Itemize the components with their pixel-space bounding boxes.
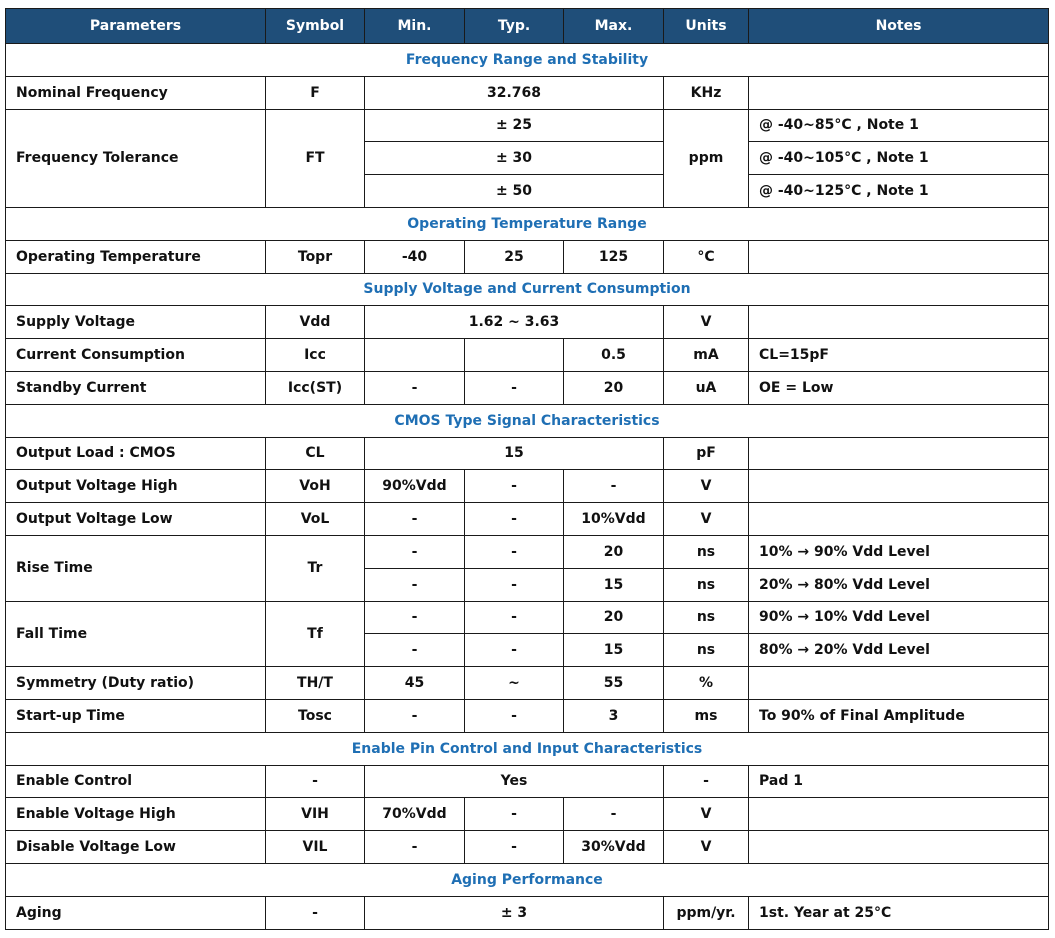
table-cell: Disable Voltage Low — [6, 831, 266, 864]
table-cell: ppm/yr. — [664, 896, 749, 929]
table-cell: V — [664, 470, 749, 503]
section-title: Operating Temperature Range — [6, 207, 1049, 240]
table-cell: - — [465, 699, 564, 732]
table-row — [6, 76, 1049, 109]
table-cell: KHz — [664, 76, 749, 109]
table-cell: Enable Voltage High — [6, 798, 266, 831]
table-cell: Tosc — [266, 699, 365, 732]
column-header-parameters: Parameters — [6, 9, 266, 44]
table-cell: Symmetry (Duty ratio) — [6, 667, 266, 700]
table-cell: 125 — [564, 240, 664, 273]
table-cell: ± 3 — [365, 896, 664, 929]
table-cell: ~ — [465, 667, 564, 700]
table-cell: OE = Low — [749, 371, 1049, 404]
table-cell: - — [365, 699, 465, 732]
table-cell: Output Voltage Low — [6, 503, 266, 536]
table-cell: - — [465, 568, 564, 601]
table-cell: VIL — [266, 831, 365, 864]
table-cell: VIH — [266, 798, 365, 831]
table-cell: ns — [664, 568, 749, 601]
section-title: Enable Pin Control and Input Characteristics — [6, 732, 1049, 765]
table-cell: - — [564, 798, 664, 831]
table-cell: - — [465, 601, 564, 634]
header-row — [6, 9, 1049, 44]
table-cell: pF — [664, 437, 749, 470]
table-header — [6, 9, 1049, 44]
table-cell: 10%Vdd — [564, 503, 664, 536]
table-cell: Aging — [6, 896, 266, 929]
table-cell: Output Voltage High — [6, 470, 266, 503]
table-cell: FT — [266, 109, 365, 207]
table-cell: Frequency Tolerance — [6, 109, 266, 207]
table-cell: Nominal Frequency — [6, 76, 266, 109]
table-cell: - — [365, 634, 465, 667]
table-cell: 25 — [465, 240, 564, 273]
column-header-min: Min. — [365, 9, 465, 44]
table-cell: - — [365, 535, 465, 568]
table-cell: Pad 1 — [749, 765, 1049, 798]
table-cell: Tf — [266, 601, 365, 667]
table-cell: 15 — [365, 437, 664, 470]
table-cell: Operating Temperature — [6, 240, 266, 273]
table-cell: - — [365, 371, 465, 404]
section-title: Supply Voltage and Current Consumption — [6, 273, 1049, 306]
table-cell: Enable Control — [6, 765, 266, 798]
table-cell: °C — [664, 240, 749, 273]
table-cell: - — [465, 371, 564, 404]
table-cell: Vdd — [266, 306, 365, 339]
table-cell: % — [664, 667, 749, 700]
table-cell: VoH — [266, 470, 365, 503]
table-cell: Start-up Time — [6, 699, 266, 732]
table-cell: 55 — [564, 667, 664, 700]
table-row — [6, 437, 1049, 470]
table-cell: ± 25 — [365, 109, 664, 142]
table-cell: @ -40~125°C , Note 1 — [749, 175, 1049, 208]
table-cell: ns — [664, 535, 749, 568]
table-cell: -40 — [365, 240, 465, 273]
section-row — [6, 863, 1049, 896]
table-row — [6, 306, 1049, 339]
table-cell: Supply Voltage — [6, 306, 266, 339]
table-cell: ms — [664, 699, 749, 732]
table-cell: 0.5 — [564, 339, 664, 372]
column-header-notes: Notes — [749, 9, 1049, 44]
table-cell: TH/T — [266, 667, 365, 700]
table-row — [6, 109, 1049, 142]
table-cell: 1st. Year at 25°C — [749, 896, 1049, 929]
table-cell: 45 — [365, 667, 465, 700]
table-row — [6, 798, 1049, 831]
table-cell: 90%Vdd — [365, 470, 465, 503]
table-row — [6, 371, 1049, 404]
table-cell — [749, 470, 1049, 503]
table-cell: Tr — [266, 535, 365, 601]
table-cell: - — [664, 765, 749, 798]
table-cell: - — [564, 470, 664, 503]
table-cell: Icc — [266, 339, 365, 372]
section-row — [6, 207, 1049, 240]
table-cell: F — [266, 76, 365, 109]
table-cell: V — [664, 798, 749, 831]
table-cell: Output Load : CMOS — [6, 437, 266, 470]
section-row — [6, 732, 1049, 765]
table-cell — [465, 339, 564, 372]
table-cell: ± 50 — [365, 175, 664, 208]
table-cell: - — [465, 535, 564, 568]
table-cell: Rise Time — [6, 535, 266, 601]
table-cell — [749, 437, 1049, 470]
table-row — [6, 667, 1049, 700]
table-cell: 3 — [564, 699, 664, 732]
table-row — [6, 535, 1049, 568]
table-cell: Icc(ST) — [266, 371, 365, 404]
table-cell — [365, 339, 465, 372]
table-cell: 70%Vdd — [365, 798, 465, 831]
table-row — [6, 601, 1049, 634]
table-cell: 15 — [564, 568, 664, 601]
table-cell — [749, 667, 1049, 700]
section-title: Frequency Range and Stability — [6, 44, 1049, 77]
table-cell: Yes — [365, 765, 664, 798]
table-cell: 20 — [564, 601, 664, 634]
specifications-table — [5, 8, 1049, 930]
table-row — [6, 765, 1049, 798]
table-cell: 32.768 — [365, 76, 664, 109]
table-cell: ns — [664, 601, 749, 634]
table-row — [6, 831, 1049, 864]
section-title: Aging Performance — [6, 863, 1049, 896]
table-cell: 20 — [564, 535, 664, 568]
table-cell: To 90% of Final Amplitude — [749, 699, 1049, 732]
table-cell: 15 — [564, 634, 664, 667]
table-cell: CL — [266, 437, 365, 470]
table-row — [6, 699, 1049, 732]
table-cell: - — [365, 503, 465, 536]
column-header-symbol: Symbol — [266, 9, 365, 44]
table-cell: Current Consumption — [6, 339, 266, 372]
table-cell: V — [664, 831, 749, 864]
table-row — [6, 503, 1049, 536]
table-cell — [749, 503, 1049, 536]
table-cell: uA — [664, 371, 749, 404]
column-header-typ: Typ. — [465, 9, 564, 44]
table-cell — [749, 798, 1049, 831]
table-cell: - — [465, 831, 564, 864]
table-cell: @ -40~85°C , Note 1 — [749, 109, 1049, 142]
table-row — [6, 240, 1049, 273]
table-cell: Fall Time — [6, 601, 266, 667]
table-cell: mA — [664, 339, 749, 372]
table-cell: 20 — [564, 371, 664, 404]
table-cell: 80% → 20% Vdd Level — [749, 634, 1049, 667]
table-cell: - — [465, 470, 564, 503]
table-cell — [749, 831, 1049, 864]
table-cell: - — [465, 634, 564, 667]
column-header-units: Units — [664, 9, 749, 44]
table-cell — [749, 76, 1049, 109]
table-cell: ppm — [664, 109, 749, 207]
table-cell: - — [465, 798, 564, 831]
table-cell: - — [266, 765, 365, 798]
column-header-max: Max. — [564, 9, 664, 44]
table-cell: @ -40~105°C , Note 1 — [749, 142, 1049, 175]
table-cell: ± 30 — [365, 142, 664, 175]
section-row — [6, 273, 1049, 306]
table-cell: ns — [664, 634, 749, 667]
table-cell: Standby Current — [6, 371, 266, 404]
table-cell: - — [465, 503, 564, 536]
table-cell — [749, 306, 1049, 339]
table-cell: 90% → 10% Vdd Level — [749, 601, 1049, 634]
table-row — [6, 470, 1049, 503]
section-row — [6, 44, 1049, 77]
table-cell: 30%Vdd — [564, 831, 664, 864]
table-cell: Topr — [266, 240, 365, 273]
table-cell: 1.62 ~ 3.63 — [365, 306, 664, 339]
table-body — [6, 44, 1049, 930]
table-cell — [749, 240, 1049, 273]
table-cell: - — [365, 601, 465, 634]
table-cell: V — [664, 306, 749, 339]
table-row — [6, 896, 1049, 929]
table-cell: - — [365, 568, 465, 601]
table-row — [6, 339, 1049, 372]
table-cell: CL=15pF — [749, 339, 1049, 372]
section-row — [6, 404, 1049, 437]
table-cell: - — [266, 896, 365, 929]
table-cell: 20% → 80% Vdd Level — [749, 568, 1049, 601]
table-cell: VoL — [266, 503, 365, 536]
table-cell: V — [664, 503, 749, 536]
table-cell: 10% → 90% Vdd Level — [749, 535, 1049, 568]
table-cell: - — [365, 831, 465, 864]
section-title: CMOS Type Signal Characteristics — [6, 404, 1049, 437]
